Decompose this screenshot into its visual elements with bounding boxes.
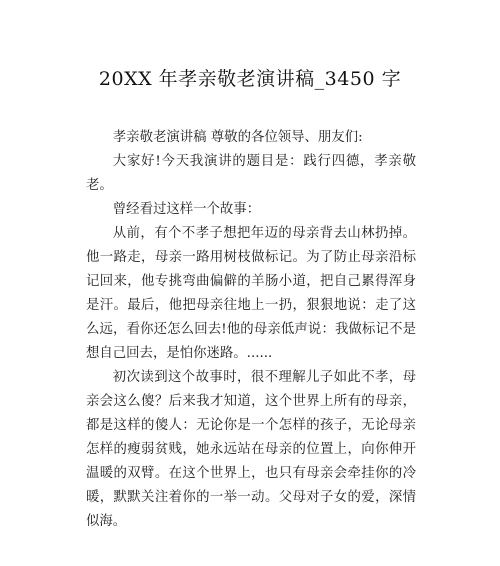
document-title: 20XX 年孝亲敬老演讲稿_3450 字 bbox=[98, 68, 402, 90]
document-body bbox=[86, 126, 416, 534]
paragraph-greeting: 孝亲敬老演讲稿 尊敬的各位领导、朋友们: bbox=[112, 130, 363, 145]
paragraph-reflection: 初次读到这个故事时，很不理解儿子如此不孝，母亲会这么傻？后来我才知道，这个世界上所有的母亲，都是这样的傻人：无论你是一个怎样的孩子，无论母亲怎样的瘦弱贫贱，她永远站在母亲的位置上，向你伸开温暖的双臂。在这个世界上，也只有母亲会牵挂你的冷暖，默默关注着你的一举一动。父母对子女的爱，深情似海。 bbox=[86, 370, 416, 529]
paragraph-intro: 大家好!今天我演讲的题目是：践行四德，孝亲敬老。 bbox=[86, 154, 416, 193]
paragraph-story-lead: 曾经看过这样一个故事： bbox=[112, 202, 261, 217]
paragraph-story: 从前，有个不孝子想把年迈的母亲背去山林扔掉。他一路走，母亲一路用树枝做标记。为了防止母亲沿标记回来，他专挑弯曲偏僻的羊肠小道，把自己累得浑身是汗。最后，他把母亲往地上一扔，狠狠地说：走了这么远，看你还怎么回去!他的母亲低声说：我做标记不是想自己回去，是怕你迷路。...... bbox=[86, 226, 416, 361]
